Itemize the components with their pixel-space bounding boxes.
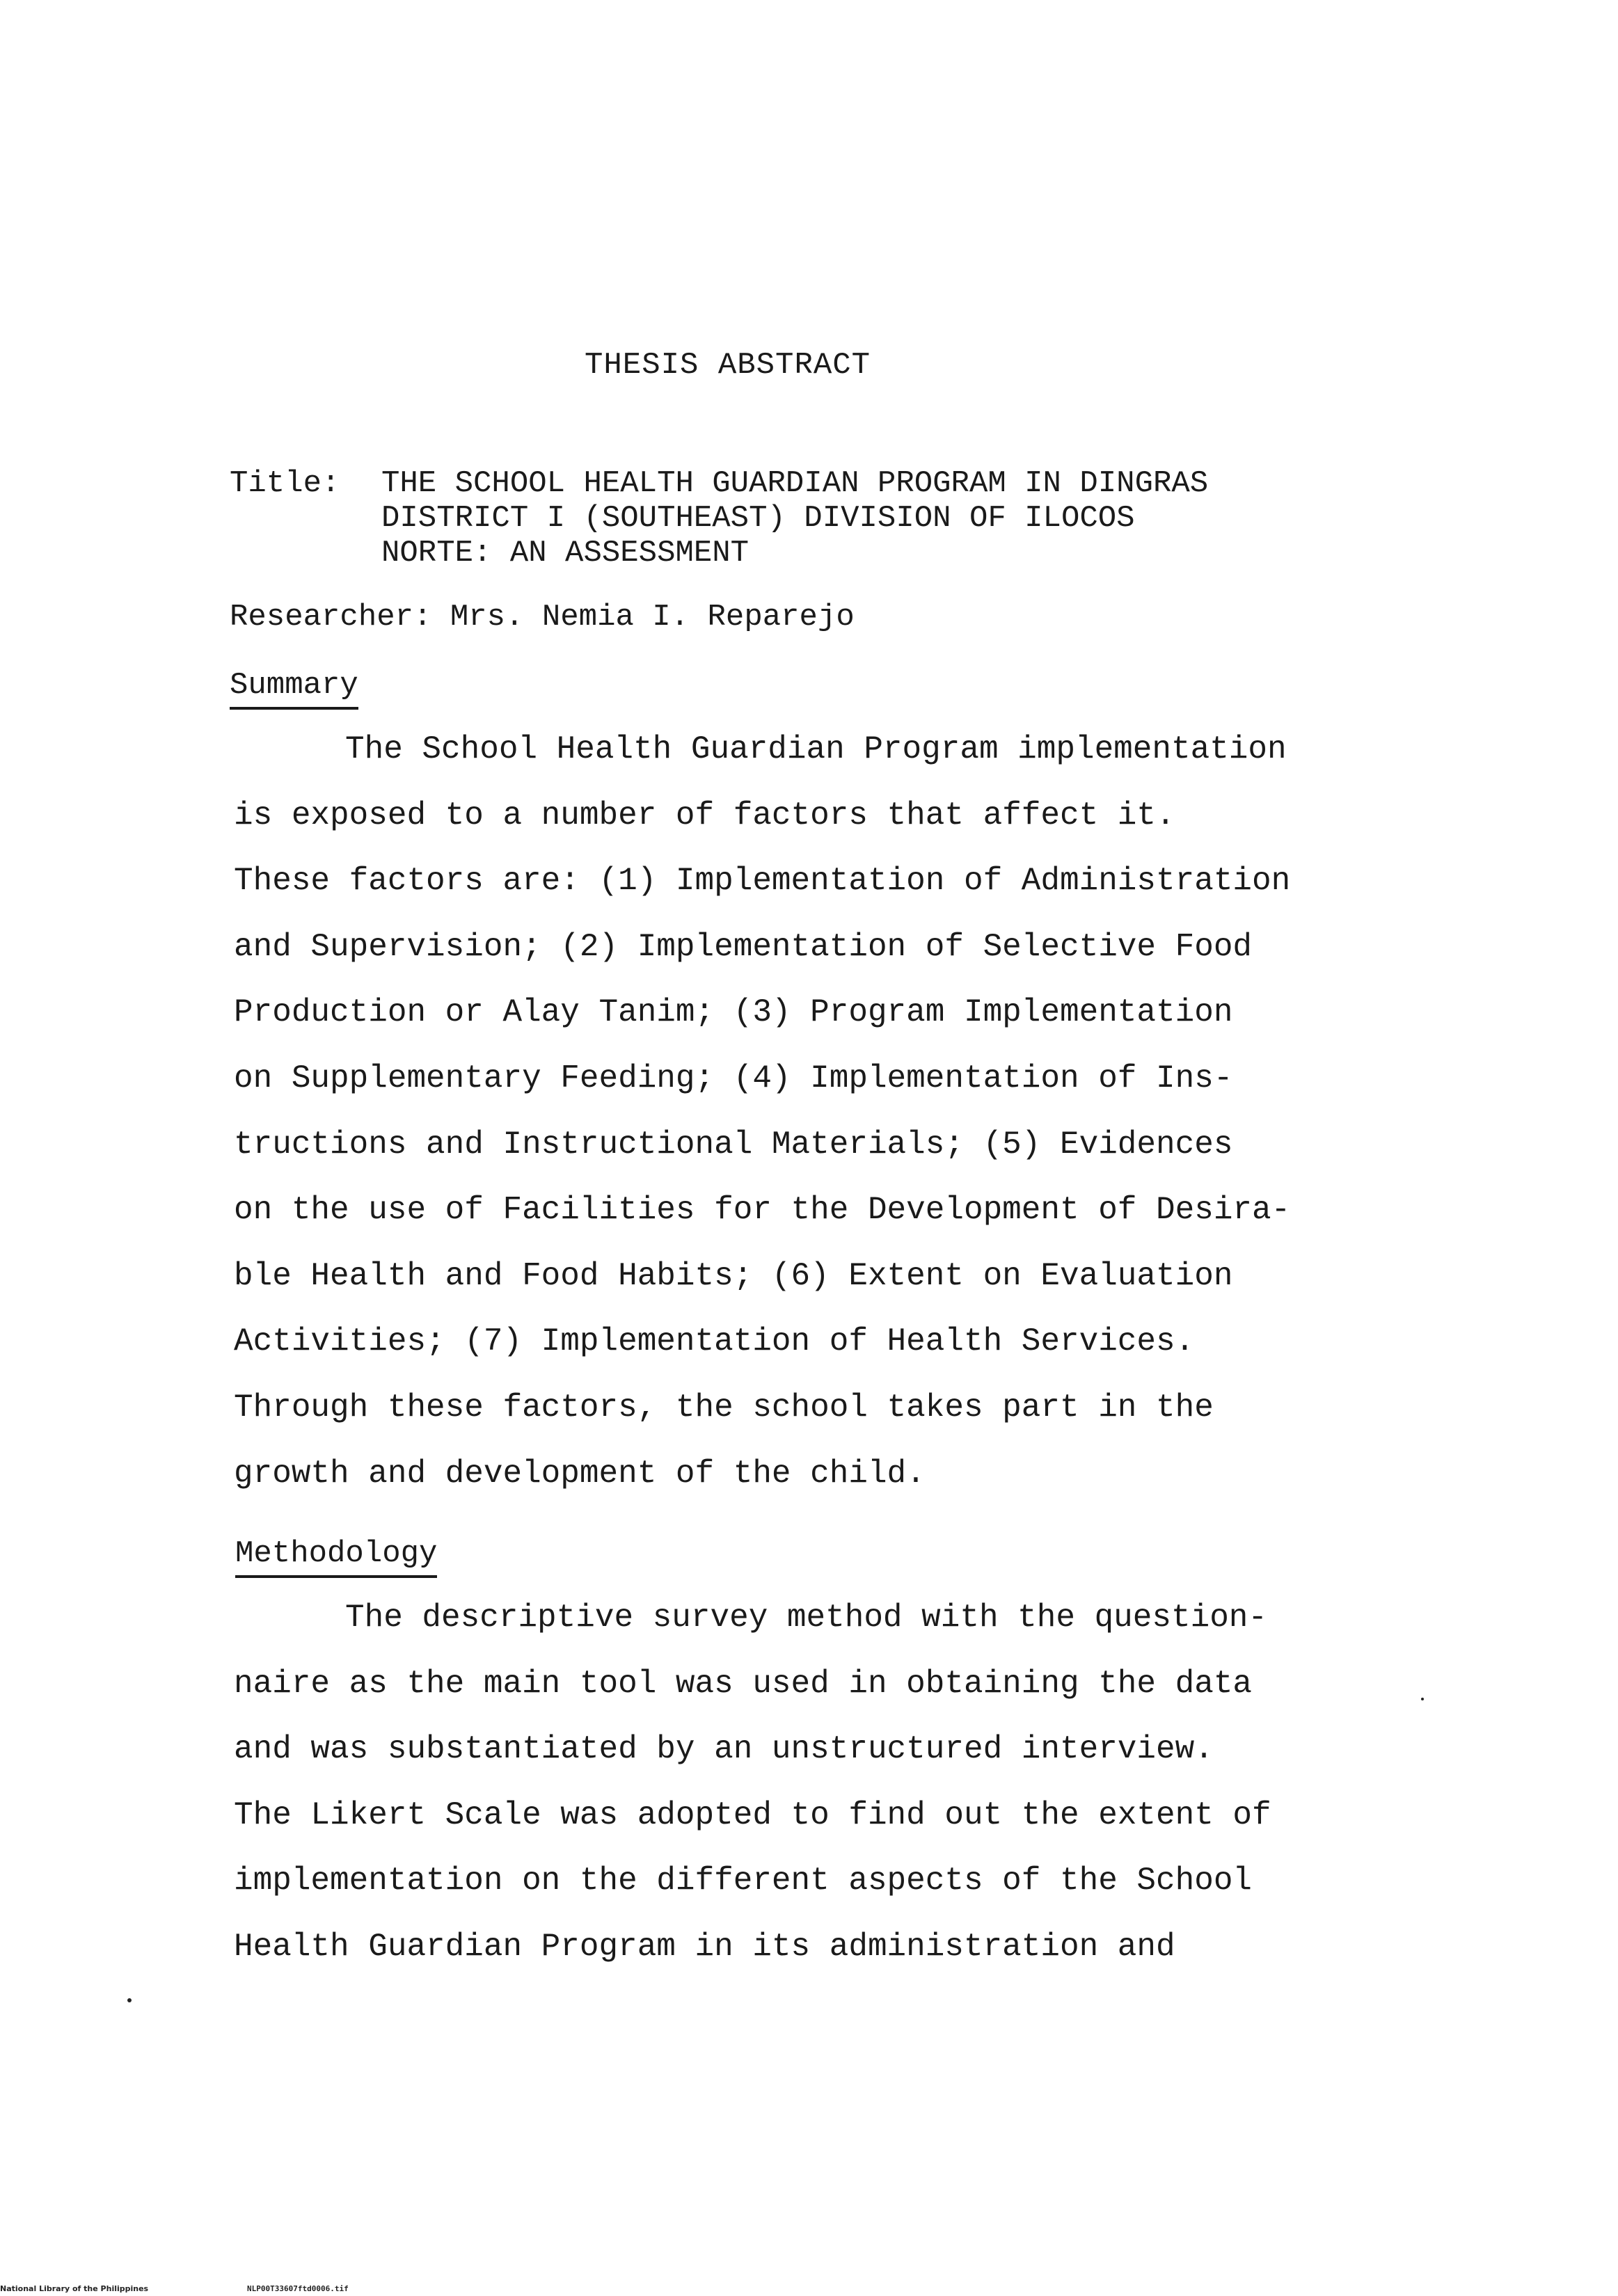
paragraph-line: is exposed to a number of factors that affect it. [234, 797, 1175, 834]
title-line: DISTRICT I (SOUTHEAST) DIVISION OF ILOCOS [381, 501, 1135, 536]
paragraph-line: Through these factors, the school takes part in the [234, 1389, 1214, 1426]
footer-file-id: NLP00T33607ftd0006.tif [247, 2284, 349, 2293]
scan-speck [127, 1998, 132, 2002]
paragraph-line: Health Guardian Program in its administration and [234, 1928, 1175, 1965]
paragraph-line: on the use of Facilities for the Development of Desira- [234, 1192, 1291, 1229]
methodology-heading: Methodology [235, 1536, 437, 1578]
researcher-line: Researcher: Mrs. Nemia I. Reparejo [230, 600, 855, 635]
paragraph-line: growth and development of the child. [234, 1455, 926, 1492]
title-label: Title: [230, 466, 340, 501]
methodology-paragraph [234, 1585, 1271, 1980]
paragraph-line: naire as the main tool was used in obtaining the data [234, 1665, 1253, 1702]
paragraph-line: The School Health Guardian Program implementation [345, 731, 1287, 767]
paragraph-line: and Supervision; (2) Implementation of Selective Food [234, 928, 1253, 965]
paragraph-line: tructions and Instructional Materials; (5) Evidences [234, 1126, 1233, 1163]
scan-speck [1421, 1698, 1424, 1700]
title-text [381, 466, 1208, 571]
paragraph-line: implementation on the different aspects of the School [234, 1863, 1253, 1899]
paragraph-line: and was substantiated by an unstructured interview. [234, 1731, 1214, 1768]
summary-paragraph [234, 717, 1290, 1506]
paragraph-line: Production or Alay Tanim; (3) Program Implementation [234, 994, 1233, 1031]
title-line: NORTE: AN ASSESSMENT [381, 536, 749, 571]
footer-library: National Library of the Philippines [0, 2284, 149, 2293]
paragraph-line: These factors are: (1) Implementation of Administration [234, 863, 1291, 900]
paragraph-line: ble Health and Food Habits; (6) Extent on Evaluation [234, 1257, 1233, 1294]
title-line: THE SCHOOL HEALTH GUARDIAN PROGRAM IN DINGRAS [381, 466, 1209, 501]
paragraph-line: The descriptive survey method with the question- [345, 1600, 1268, 1636]
page-heading: THESIS ABSTRACT [585, 348, 871, 383]
summary-heading: Summary [230, 668, 358, 710]
paragraph-line: Activities; (7) Implementation of Health Services. [234, 1323, 1195, 1360]
paragraph-line: on Supplementary Feeding; (4) Implementation of Ins- [234, 1060, 1233, 1097]
paragraph-line: The Likert Scale was adopted to find out the extent of [234, 1796, 1271, 1833]
